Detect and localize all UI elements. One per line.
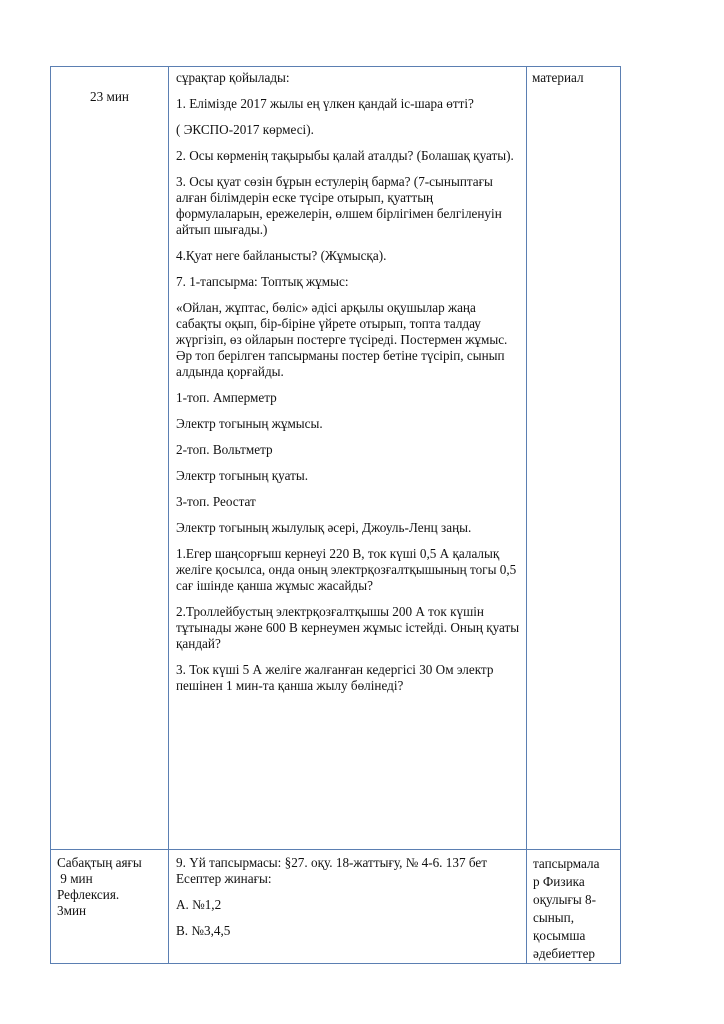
question-3: 3. Осы қуат сөзін бұрын естулерің барма? (7-сыныптағы алған білімдерін еске түсіре отырып, қуаттың формулаларын, ережелерін, өлшем бірлігімен белгіленуін айтып шығады.): [176, 174, 502, 237]
problem-2: 2.Троллейбустың электрқозғалтқышы 200 А ток күшін тұтынады және 600 В кернеумен жұмыс істейді. Оның қуаты қандай?: [176, 604, 520, 651]
time-cell: 23 мин: [51, 67, 169, 850]
homework-option-b: В. №3,4,5: [176, 923, 231, 938]
question-4: 4.Қуат неге байланысты? (Жұмысқа).: [176, 248, 387, 263]
resources-cell: [527, 850, 621, 964]
group-3-topic: Электр тогының жылулық әсері, Джоуль-Ленц заңы.: [176, 520, 472, 535]
group-2-title: 2-топ. Вольтметр: [176, 442, 273, 457]
problem-1: 1.Егер шаңсорғыш кернеуі 220 В, ток күші 0,5 А қалалық желіге қосылса, онда оның электрқозғалтқышының тогы 0,5 сағ ішінде қанша жұмыс жасайды?: [176, 546, 517, 593]
table-row: [51, 850, 621, 964]
resources-cell: материал: [527, 67, 621, 850]
resource-line: оқулығы 8-: [533, 892, 597, 907]
homework-option-a: А. №1,2: [176, 897, 222, 912]
stage-label: Сабақтың аяғы: [57, 855, 142, 870]
table-row: [51, 67, 621, 850]
resource-line: әдебиеттер: [533, 946, 596, 961]
reflection-label: Рефлексия.: [57, 887, 120, 902]
resource-line: тапсырмала: [533, 856, 600, 871]
problem-3: 3. Ток күші 5 А желіге жалғанған кедергісі 30 Ом электр пешінен 1 мин-та қанша жылу бөлінеді?: [176, 662, 494, 693]
resource-line: р Физика: [533, 874, 585, 889]
lesson-plan-table: [50, 66, 621, 964]
group-2-topic: Электр тогының қуаты.: [176, 468, 308, 483]
time-cell: [51, 850, 169, 964]
group-1-title: 1-топ. Амперметр: [176, 390, 277, 405]
group-1-topic: Электр тогының жұмысы.: [176, 416, 323, 431]
stage-duration: 9 мин: [57, 871, 93, 886]
reflection-duration: 3мин: [57, 903, 87, 918]
resource-line: сынып,: [533, 910, 574, 925]
question-1: 1. Елімізде 2017 жылы ең үлкен қандай іс-шара өтті?: [176, 96, 474, 111]
group-3-title: 3-топ. Реостат: [176, 494, 256, 509]
task-heading: 7. 1-тапсырма: Топтық жұмыс:: [176, 274, 349, 289]
method-description: «Ойлан, жұптас, бөліс» әдісі арқылы оқушылар жаңа сабақты оқып, бір-біріне үйрете отырып, топта талдау жүргізіп, өз ойларын постерге түсіреді. Постермен жұмыс. Әр топ берілген тапсырманы постер бетіне түсіріп, сынып алдында қорғайды.: [176, 300, 508, 379]
resource-line: қосымша: [533, 928, 586, 943]
activity-cell: [169, 850, 527, 964]
paragraph: сұрақтар қойылады:: [176, 70, 290, 85]
question-2: 2. Осы көрменің тақырыбы қалай аталды? (Болашақ қуаты).: [176, 148, 514, 163]
answer-1: ( ЭКСПО-2017 көрмесі).: [176, 122, 314, 137]
homework: 9. Үй тапсырмасы: §27. оқу. 18-жаттығу, № 4-6. 137 бет Есептер жинағы:: [176, 855, 488, 886]
activity-cell: [169, 67, 527, 850]
